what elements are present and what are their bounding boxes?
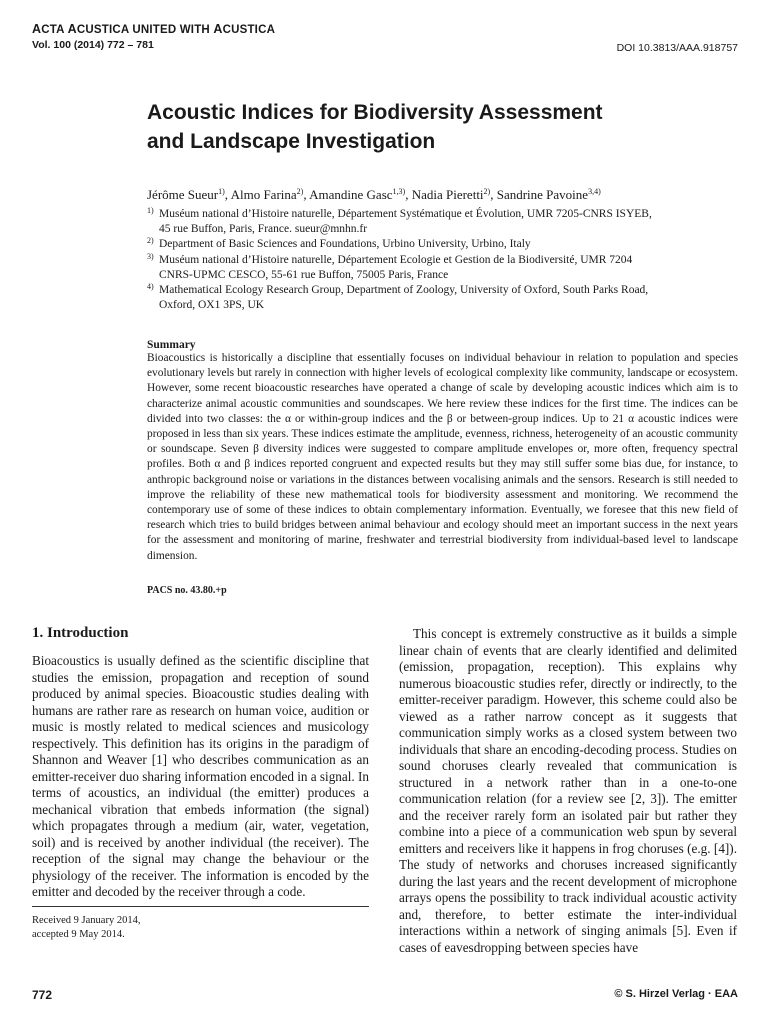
- affiliation: $^{4)}$ Mathematical Ecology Research Group, Department of Zoology, University of Oxford, South Parks Road, Oxford, OX1 3PS, UK: [147, 282, 649, 312]
- affiliation: $^{2)}$ Department of Basic Sciences and Foundations, Urbino University, Urbino, Italy: [147, 236, 531, 251]
- author: Amandine Gasc$^{1,3)}$: [309, 187, 406, 202]
- author: Almo Farina$^{2)}$: [230, 187, 304, 202]
- doi: DOI 10.3813/AAA.918757: [616, 42, 738, 54]
- author-list: Jérôme Sueur$^{1)}$, Almo Farina$^{2)}$, Amandine Gasc$^{1,3)}$, Nadia Pieretti$^{2)}$, Sandrine Pavoine$^{3,4)}$: [147, 187, 601, 202]
- summary-heading: Summary: [147, 339, 196, 351]
- title-line: and Landscape Investigation: [147, 130, 436, 153]
- page-number: 772: [32, 988, 53, 1002]
- summary-text: Bioacoustics is historically a discipline that essentially focuses on individual behaviour in relation to population and species evolutionary levels but rarely in connection with higher levels of ecological complexity like community, landscape or ecosystem. However, some recent bioacoustic researches have operated a change of scale by developing acoustic indices which aim is to characterize animal acoustic communities and soundscapes. We here review these indices for the first time. The indices can be divided into two classes: the α or within-group indices and the β or between-group indices. Up to 21 α acoustic indices were proposed in less than six years. These indices estimate the amplitude, evenness, richness, heterogeneity of an acoustic community or soundscape. Seven β diversity indices were suggested to compare amplitude envelopes or, more often, frequency spectral profiles. Both α and β indices reported congruent and expected results but they may still suffer some bias due, for instance, to anthropic background noise or variations in the distances between vocalising animals and the sensors. Research is still needed to improve the reliability of these new mathematical tools for biodiversity assessment and monitoring. We recommend the contemporary use of some of these indices to obtain complementary information. Eventually, we foresee that this new field of research which tries to build bridges between animal behaviour and ecology should meet an important success in the next years for the assessment and monitoring of marine, freshwater and terrestrial biodiversity from individual-based level to landscape dimension.: [147, 352, 738, 562]
- author: Nadia Pieretti$^{2)}$: [411, 187, 491, 202]
- journal-name: ACTA ACUSTICA UNITED WITH ACUSTICA: [32, 22, 276, 36]
- author: Sandrine Pavoine$^{3,4)}$: [496, 187, 601, 202]
- affiliation: $^{1)}$ Muséum national d’Histoire naturelle, Département Systématique et Évolution, UMR 7205-CNRS ISYEB, 45 rue Buffon, Paris, France. sueur@mnhn.fr: [147, 206, 652, 236]
- pacs-number: PACS no. 43.80.+p: [147, 585, 227, 596]
- intro-paragraph-continued: This concept is extremely constructive as it builds a simple linear chain of events that are clearly identified and delimited (emission, propagation, reception). This explains why numerous bioacoustic studies refer, directly or indirectly, to the emitter-receiver paradigm. However, this scheme could also be viewed as a rather narrow concept as it suggests that communication simply works as a closed system between two individuals that share an encoding-decoding process. Studies on sound choruses clearly revealed that communication is structured in a network rather than in a one-to-one communication relation (for a review see [2, 3]). The emitter and the receiver rarely form an isolated pair but rather they combine into a piece of a communication web spun by several emitters and receivers like it happens in frog choruses (e.g. [4]). The study of networks and choruses increased significantly during the last years and the recent development of microphone arrays opens the possibility to track individual acoustic activity and, therefore, to better estimate the inter-individual interactions within a network of singing animals [5]. Even if cases of eavesdropping between species have: [399, 626, 737, 955]
- footnote-divider: [32, 906, 369, 907]
- received-dates: Received 9 January 2014, accepted 9 May 2014.: [32, 915, 141, 940]
- volume-info: Vol. 100 (2014) 772 – 781: [32, 39, 154, 51]
- section-heading: 1. Introduction: [32, 625, 129, 641]
- title-line: Acoustic Indices for Biodiversity Assessment: [147, 101, 603, 124]
- affiliation: $^{3)}$ Muséum national d’Histoire naturelle, Département Ecologie et Gestion de la Biodiversité, UMR 7204 CNRS-UPMC CESCO, 55-61 rue Buffon, 75005 Paris, France: [147, 251, 633, 281]
- intro-paragraph: Bioacoustics is usually defined as the scientific discipline that studies the emission, propagation and reception of sound produced by animal species. Bioacoustic studies dealing with humans are rather rare as research on human voice, audition or music is mostly related to medical sciences and musicology respectively. This definition has its origins in the paradigm of Shannon and Weaver [1] who describes communication as an emitter-receiver duo sharing information encoded in a signal. In terms of acoustics, an individual (the emitter) produces a mechanical vibration that embeds information (the signal) which propagates through a medium (air, water, vegetation, soil) and is received by another individual (the receiver). The reception of the signal may change the behaviour or the physiology of the receiver. The information is encoded by the emitter and decoded by the receiver through a code.: [32, 653, 369, 899]
- affiliations: [147, 207, 742, 313]
- paper-title: [147, 98, 737, 156]
- publisher-copyright: © S. Hirzel Verlag · EAA: [614, 988, 738, 1000]
- author: Jérôme Sueur$^{1)}$: [147, 187, 225, 202]
